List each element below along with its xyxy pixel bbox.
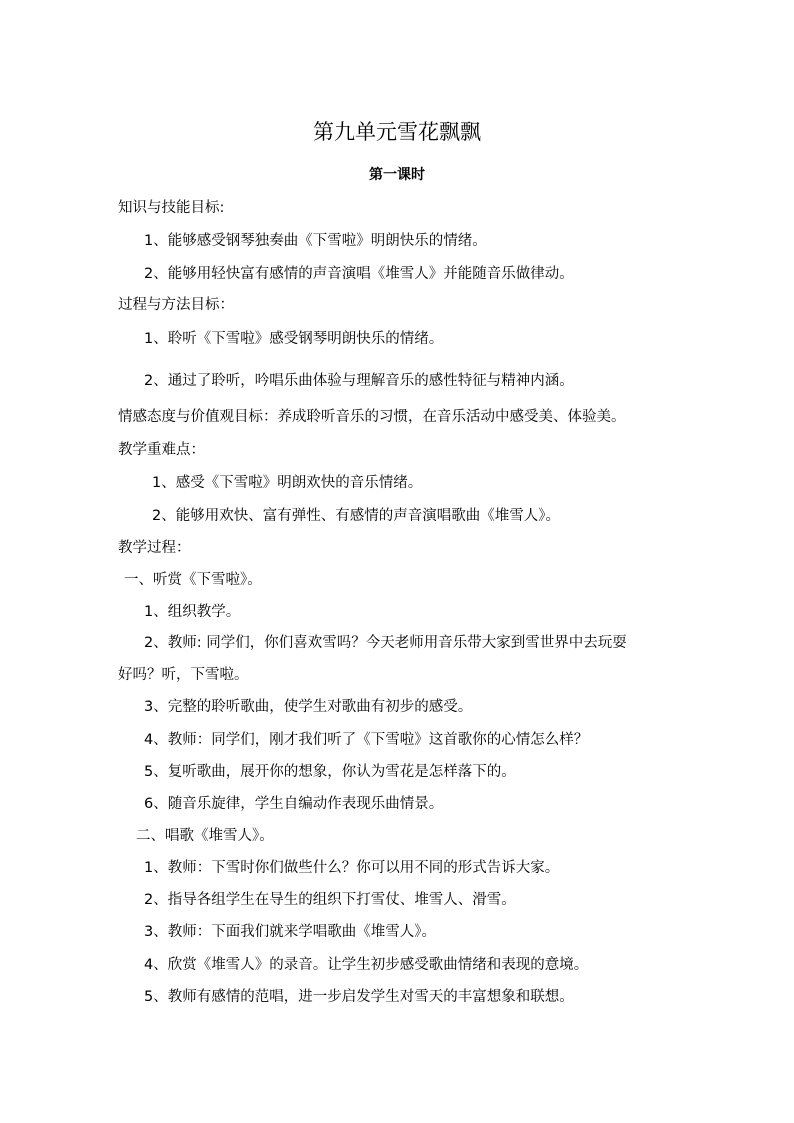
step-item: 2、教师: 同学们，你们喜欢雪吗？今天老师用音乐带大家到雪世界中去玩耍: [144, 635, 627, 651]
step-item: 1、教师：下雪时你们做些什么？你可以用不同的形式告诉大家。: [144, 860, 560, 876]
page-title: 第九单元雪花飘飘: [313, 120, 481, 144]
knowledge-item: 1、能够感受钢琴独奏曲《下雪啦》明朗快乐的情绪。: [144, 233, 487, 249]
knowledge-item: 2、能够用轻快富有感情的声音演唱《堆雪人》并能随音乐做律动。: [144, 266, 574, 282]
step-item: 5、教师有感情的范唱，进一步启发学生对雪天的丰富想象和联想。: [144, 989, 574, 1005]
teaching-heading: 教学过程：: [118, 540, 191, 556]
section-heading: 一、听赏《下雪啦》。: [124, 572, 262, 588]
process-goal-item: 2、通过了聆听，吟唱乐曲体验与理解音乐的感性特征与精神内涵。: [144, 373, 574, 389]
step-item: 6、随音乐旋律，学生自编动作表现乐曲情景。: [144, 796, 444, 812]
process-goal-item: 1、聆听《下雪啦》感受钢琴明朗快乐的情绪。: [144, 331, 444, 347]
key-point-item: 1、感受《下雪啦》明朗欢快的音乐情绪。: [152, 475, 423, 491]
step-item: 3、教师：下面我们就来学唱歌曲《堆雪人》。: [144, 924, 436, 940]
key-points-heading: 教学重难点：: [118, 442, 205, 458]
step-item: 2、指导各组学生在导生的组织下打雪仗、堆雪人、滑雪。: [144, 892, 516, 908]
section-heading: 二、唱歌《堆雪人》。: [136, 828, 274, 844]
emotion-goal: 情感态度与价值观目标：养成聆听音乐的习惯，在音乐活动中感受美、体验美。: [118, 409, 626, 425]
knowledge-heading: 知识与技能目标:: [118, 200, 225, 216]
process-goal-heading: 过程与方法目标：: [118, 297, 234, 313]
step-item: 1、组织教学。: [144, 604, 241, 620]
step-item: 4、欣赏《堆雪人》的录音。让学生初步感受歌曲情绪和表现的意境。: [144, 957, 589, 973]
step-item: 4、教师：同学们，刚才我们听了《下雪啦》这首歌你的心情怎么样？: [144, 732, 589, 748]
lesson-subtitle: 第一课时: [369, 167, 425, 183]
key-point-item: 2、能够用欢快、富有弹性、有感情的声音演唱歌曲《堆雪人》。: [152, 508, 560, 524]
step-item: 3、完整的聆听歌曲，使学生对歌曲有初步的感受。: [144, 699, 473, 715]
step-item: 5、复听歌曲，展开你的想象，你认为雪花是怎样落下的。: [144, 764, 516, 780]
step-item-continued: 好吗？听，下雪啦。: [118, 667, 249, 683]
